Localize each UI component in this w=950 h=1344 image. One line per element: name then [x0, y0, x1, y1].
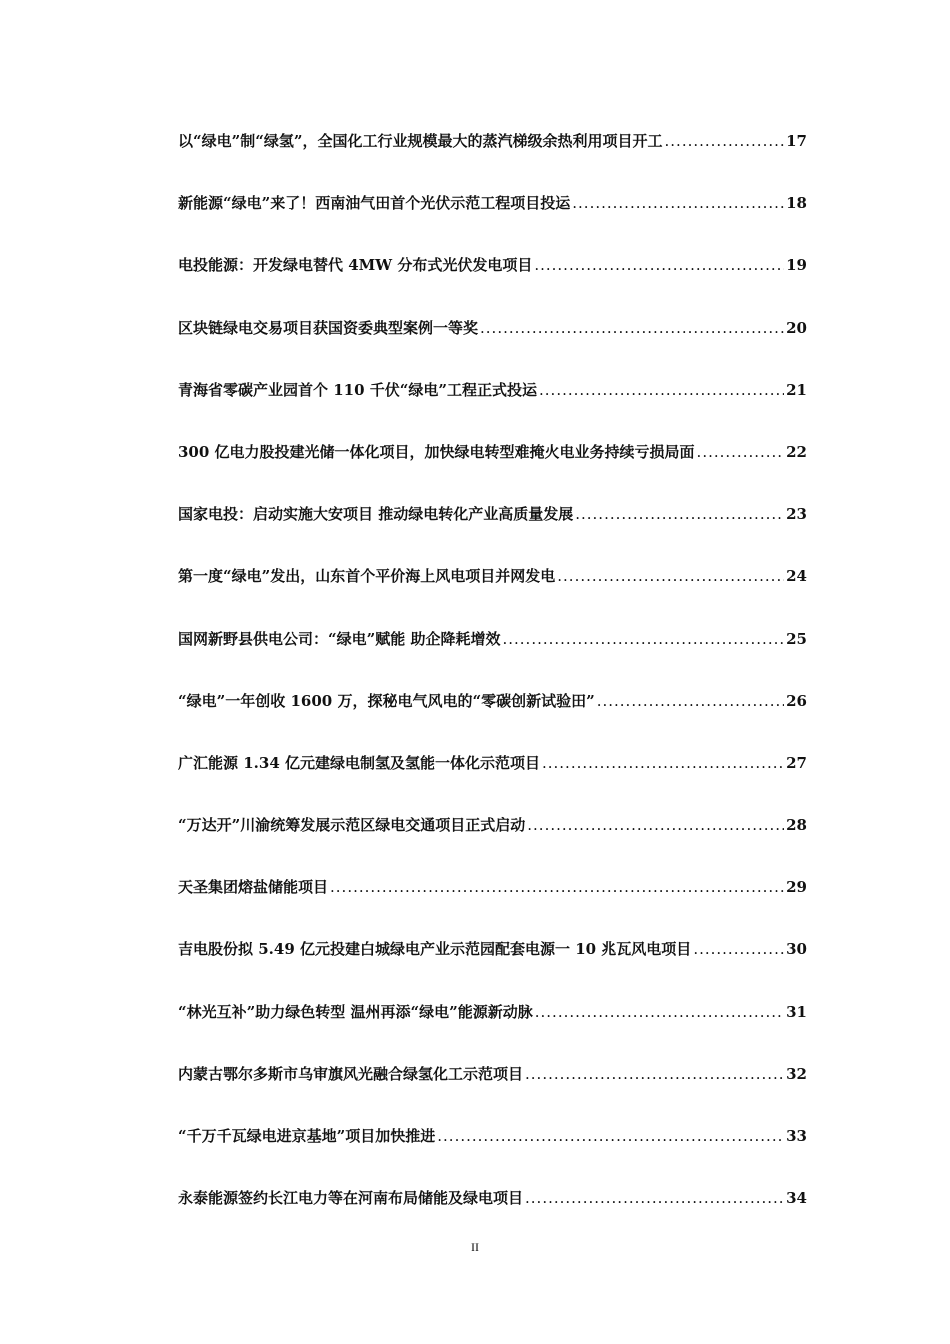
toc-entry-title[interactable]: “林光互补”助力绿色转型 温州再添“绿电”能源新动脉: [178, 1002, 533, 1021]
toc-dot-leader: [437, 1127, 784, 1145]
toc-entry-page[interactable]: 19: [786, 256, 807, 275]
toc-entry[interactable]: [178, 932, 807, 994]
toc-entry-page[interactable]: 32: [786, 1064, 807, 1083]
toc-entry[interactable]: [178, 995, 807, 1057]
toc-entry-title[interactable]: 电投能源：开发绿电替代 4MW 分布式光伏发电项目: [178, 256, 533, 275]
toc-dot-leader: [527, 816, 784, 834]
toc-entry-page[interactable]: 31: [786, 1002, 807, 1021]
toc-entry-title[interactable]: 内蒙古鄂尔多斯市乌审旗风光融合绿氢化工示范项目: [178, 1064, 524, 1083]
toc-entry-title[interactable]: 天圣集团熔盐储能项目: [178, 878, 329, 897]
toc-entry[interactable]: [178, 870, 807, 932]
toc-entry-page[interactable]: 27: [786, 753, 807, 772]
toc-dot-leader: [502, 630, 784, 648]
toc-entry-title[interactable]: 300 亿电力股投建光储一体化项目，加快绿电转型难掩火电业务持续亏损局面: [178, 442, 695, 461]
toc-entry[interactable]: [178, 746, 807, 808]
table-of-contents: [178, 124, 807, 1243]
page-number: II: [471, 1240, 479, 1254]
toc-entry[interactable]: [178, 186, 807, 248]
toc-entry[interactable]: [178, 311, 807, 373]
toc-entry-page[interactable]: 23: [786, 505, 807, 524]
toc-entry-title[interactable]: 国网新野县供电公司：“绿电”赋能 助企降耗增效: [178, 629, 501, 648]
toc-dot-leader: [572, 194, 784, 212]
toc-entry[interactable]: [178, 497, 807, 559]
toc-entry-title[interactable]: “万达开”川渝统筹发展示范区绿电交通项目正式启动: [178, 816, 526, 835]
toc-entry-title[interactable]: “千万千瓦绿电进京基地”项目加快推进: [178, 1127, 436, 1145]
toc-entry-page[interactable]: 34: [786, 1189, 807, 1208]
toc-entry[interactable]: [178, 124, 807, 186]
toc-entry[interactable]: [178, 248, 807, 310]
toc-entry-page[interactable]: 26: [786, 691, 807, 710]
toc-dot-leader: [539, 381, 784, 399]
toc-entry[interactable]: [178, 559, 807, 621]
toc-entry-page[interactable]: 30: [786, 940, 807, 959]
toc-dot-leader: [542, 754, 784, 772]
toc-entry-title[interactable]: 青海省零碳产业园首个 110 千伏“绿电”工程正式投运: [178, 380, 538, 399]
toc-entry-title[interactable]: 永泰能源签约长江电力等在河南布局储能及绿电项目: [178, 1189, 524, 1208]
toc-entry-title[interactable]: 以“绿电”制“绿氢”，全国化工行业规模最大的蒸汽梯级余热利用项目开工: [178, 132, 663, 150]
toc-dot-leader: [330, 878, 784, 896]
toc-dot-leader: [525, 1189, 784, 1207]
toc-entry-title[interactable]: 新能源“绿电”来了！西南油气田首个光伏示范工程项目投运: [178, 194, 571, 213]
toc-dot-leader: [525, 1065, 784, 1083]
toc-entry[interactable]: [178, 622, 807, 684]
toc-entry-title[interactable]: “绿电”一年创收 1600 万，探秘电气风电的“零碳创新试验田”: [178, 691, 595, 710]
toc-dot-leader: [534, 256, 784, 274]
toc-dot-leader: [557, 567, 784, 585]
toc-entry-page[interactable]: 25: [786, 629, 807, 648]
toc-dot-leader: [535, 1003, 784, 1021]
toc-entry-page[interactable]: 24: [786, 567, 807, 586]
toc-entry-page[interactable]: 29: [786, 878, 807, 897]
toc-entry[interactable]: [178, 1181, 807, 1243]
toc-entry-title[interactable]: 吉电股份拟 5.49 亿元投建白城绿电产业示范园配套电源一 10 兆瓦风电项目: [178, 940, 692, 959]
toc-entry[interactable]: [178, 808, 807, 870]
toc-entry-page[interactable]: 21: [786, 380, 807, 399]
toc-entry-page[interactable]: 33: [786, 1127, 807, 1145]
toc-entry-title[interactable]: 区块链绿电交易项目获国资委典型案例一等奖: [178, 318, 479, 337]
toc-entry-title[interactable]: 第一度“绿电”发出，山东首个平价海上风电项目并网发电: [178, 567, 556, 586]
toc-entry-page[interactable]: 17: [786, 132, 807, 150]
toc-dot-leader: [575, 505, 784, 523]
toc-dot-leader: [597, 692, 784, 710]
toc-dot-leader: [697, 443, 785, 461]
toc-dot-leader: [665, 132, 785, 150]
toc-entry-title[interactable]: 国家电投：启动实施大安项目 推动绿电转化产业高质量发展: [178, 505, 574, 524]
toc-entry[interactable]: [178, 373, 807, 435]
toc-dot-leader: [480, 319, 784, 337]
toc-entry-page[interactable]: 20: [786, 318, 807, 337]
toc-entry-page[interactable]: 28: [786, 816, 807, 835]
toc-entry[interactable]: [178, 1119, 807, 1181]
toc-entry-page[interactable]: 22: [786, 442, 807, 461]
toc-entry[interactable]: [178, 435, 807, 497]
toc-entry-title[interactable]: 广汇能源 1.34 亿元建绿电制氢及氢能一体化示范项目: [178, 753, 540, 772]
toc-dot-leader: [693, 940, 784, 958]
toc-entry[interactable]: [178, 1057, 807, 1119]
toc-entry-page[interactable]: 18: [786, 194, 807, 213]
toc-entry[interactable]: [178, 684, 807, 746]
